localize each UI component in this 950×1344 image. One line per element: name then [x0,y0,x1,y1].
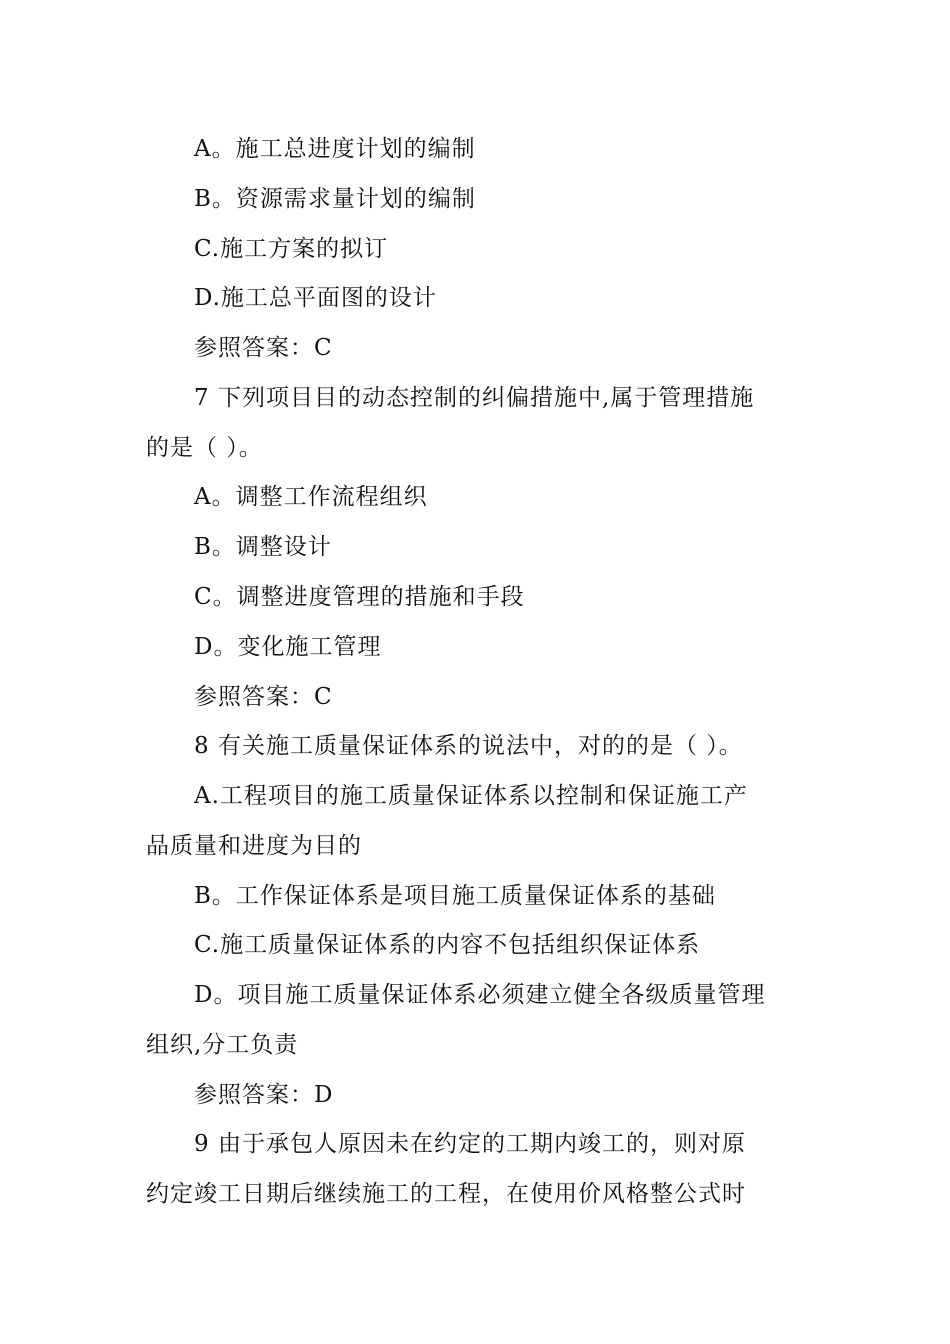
option-a-q8-line-1: A.工程项目的施工质量保证体系以控制和保证施工产 [194,783,748,809]
option-c-q6: C.施工方案的拟订 [194,236,389,262]
option-c-q7: C。调整进度管理的措施和手段 [194,584,525,610]
option-d-q6: D.施工总平面图的设计 [194,285,437,311]
answer-q6: 参照答案：C [194,335,333,361]
option-b-q6: B。资源需求量计划的编制 [194,186,476,212]
question-9-line-1: 9 由于承包人原因未在约定的工期内竣工的，则对原 [194,1131,746,1157]
option-a-q7: A。调整工作流程组织 [194,484,428,510]
answer-q7: 参照答案：C [194,684,333,710]
option-d-q8-line-1: D。项目施工质量保证体系必须建立健全各级质量管理 [194,982,766,1008]
option-c-q8: C.施工质量保证体系的内容不包括组织保证体系 [194,932,701,958]
answer-q8: 参照答案：D [194,1082,334,1108]
option-b-q7: B。调整设计 [194,534,332,560]
option-a-q6: A。施工总进度计划的编制 [194,136,476,162]
option-d-q8-line-2: 组织,分工负责 [146,1032,299,1058]
question-9-line-2: 约定竣工日期后继续施工的工程，在使用价风格整公式时 [146,1181,746,1207]
question-7-line-2: 的是（ ）。 [146,435,263,461]
option-a-q8-line-2: 品质量和进度为目的 [146,833,362,859]
question-7-line-1: 7 下列项目目的动态控制的纠偏措施中,属于管理措施 [194,385,755,411]
option-d-q7: D。变化施工管理 [194,634,382,660]
question-8: 8 有关施工质量保证体系的说法中，对的的是（ ）。 [194,733,743,759]
option-b-q8: B。工作保证体系是项目施工质量保证体系的基础 [194,883,716,909]
